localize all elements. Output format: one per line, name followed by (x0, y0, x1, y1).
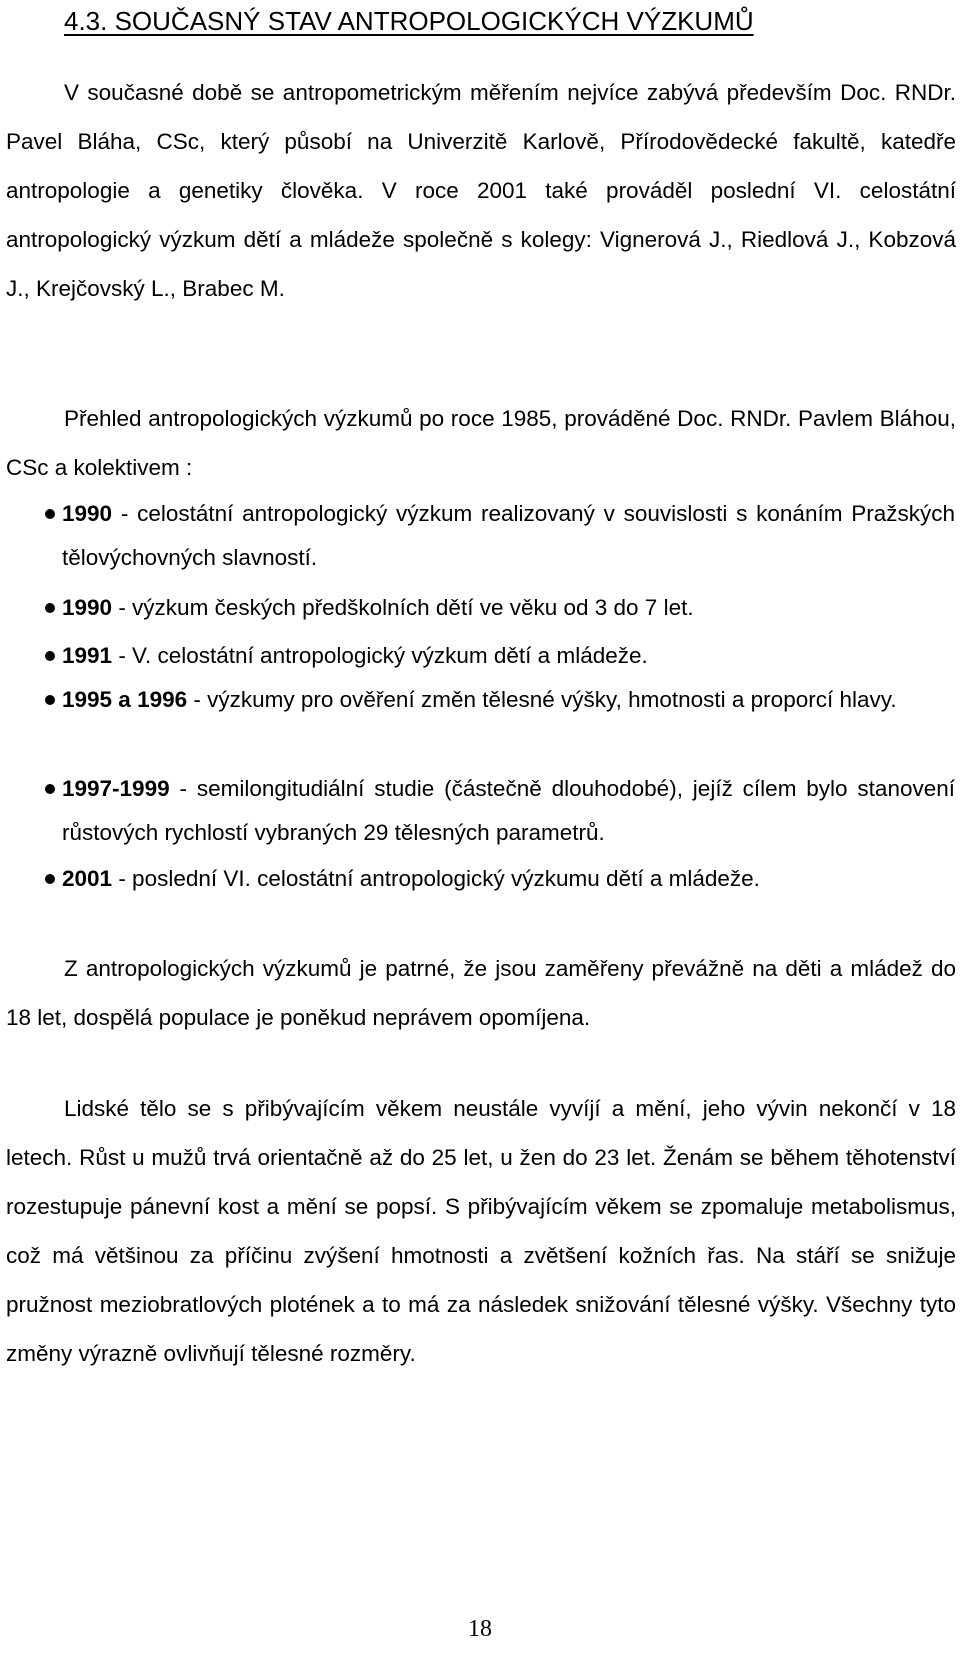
list-item-text: - poslední VI. celostátní antropologický výzkumu dětí a mládeže. (112, 866, 760, 891)
list-item-year: 1990 (62, 595, 113, 620)
list-item-text: - výzkumy pro ověření změn tělesné výšky, hmotnosti a proporcí hlavy. (187, 687, 897, 712)
list-item-year: 2001 (62, 866, 113, 891)
list-item-year: 1995 a 1996 (62, 687, 188, 712)
body-changes-paragraph (6, 1084, 956, 1378)
list-item-text: - V. celostátní antropologický výzkum dětí a mládeže. (112, 643, 648, 668)
list-item (62, 492, 955, 580)
bullet-icon (45, 695, 55, 705)
section-heading: 4.3. SOUČASNÝ STAV ANTROPOLOGICKÝCH VÝZKUMŮ (64, 6, 754, 36)
conclusion-paragraph (6, 944, 956, 1042)
list-item (62, 857, 955, 901)
bullet-icon (45, 603, 55, 613)
list-item (62, 586, 955, 630)
intro-text: V současné době se antropometrickým měřením nejvíce zabývá především Doc. RNDr. Pavel Bláha, CSc, který působí na Univerzitě Karlově, Přírodovědecké fakultě, katedře antropologie a genetiky člověka. V roce 2001 také prováděl poslední VI. celostátní antropologický výzkum dětí a mládeže společně s kolegy: Vignerová J., Riedlová J., Kobzová J., Krejčovský L., Brabec M. (6, 80, 956, 301)
list-item-year: 1997-1999 (62, 776, 170, 801)
overview-paragraph (6, 394, 956, 492)
list-item-text: - semilongitudiální studie (částečně dlouhodobé), jejíž cílem bylo stanovení růstových rychlostí vybraných 29 tělesných parametrů. (62, 776, 955, 845)
conclusion-text: Z antropologických výzkumů je patrné, že jsou zaměřeny převážně na děti a mládež do 18 let, dospělá populace je poněkud neprávem opomíjena. (6, 956, 956, 1030)
intro-paragraph (6, 68, 956, 313)
list-item-text: - výzkum českých předškolních dětí ve věku od 3 do 7 let. (112, 595, 694, 620)
list-item-text: - celostátní antropologický výzkum realizovaný v souvislosti s konáním Pražských tělovýchovných slavností. (62, 501, 955, 570)
bullet-icon (45, 651, 55, 661)
overview-text: Přehled antropologických výzkumů po roce 1985, prováděné Doc. RNDr. Pavlem Bláhou, CSc a kolektivem : (6, 406, 956, 480)
list-item (62, 634, 955, 678)
bullet-icon (45, 509, 55, 519)
list-item (62, 767, 955, 855)
page-number: 18 (468, 1616, 492, 1642)
bullet-icon (45, 874, 55, 884)
body-changes-text: Lidské tělo se s přibývajícím věkem neustále vyvíjí a mění, jeho vývin nekončí v 18 letech. Růst u mužů trvá orientačně až do 25 let, u žen do 23 let. Ženám se během těhotenství rozestupuje pánevní kost a mění se popsí. S přibývajícím věkem se zpomaluje metabolismus, což má většinou za příčinu zvýšení hmotnosti a zvětšení kožních řas. Na stáří se snižuje pružnost meziobratlových plotének a to má za následek snižování tělesné výšky. Všechny tyto změny výrazně ovlivňují tělesné rozměry. (6, 1096, 956, 1366)
list-item-year: 1991 (62, 643, 113, 668)
list-item (62, 678, 955, 722)
list-item-year: 1990 (62, 501, 113, 526)
bullet-icon (45, 784, 55, 794)
